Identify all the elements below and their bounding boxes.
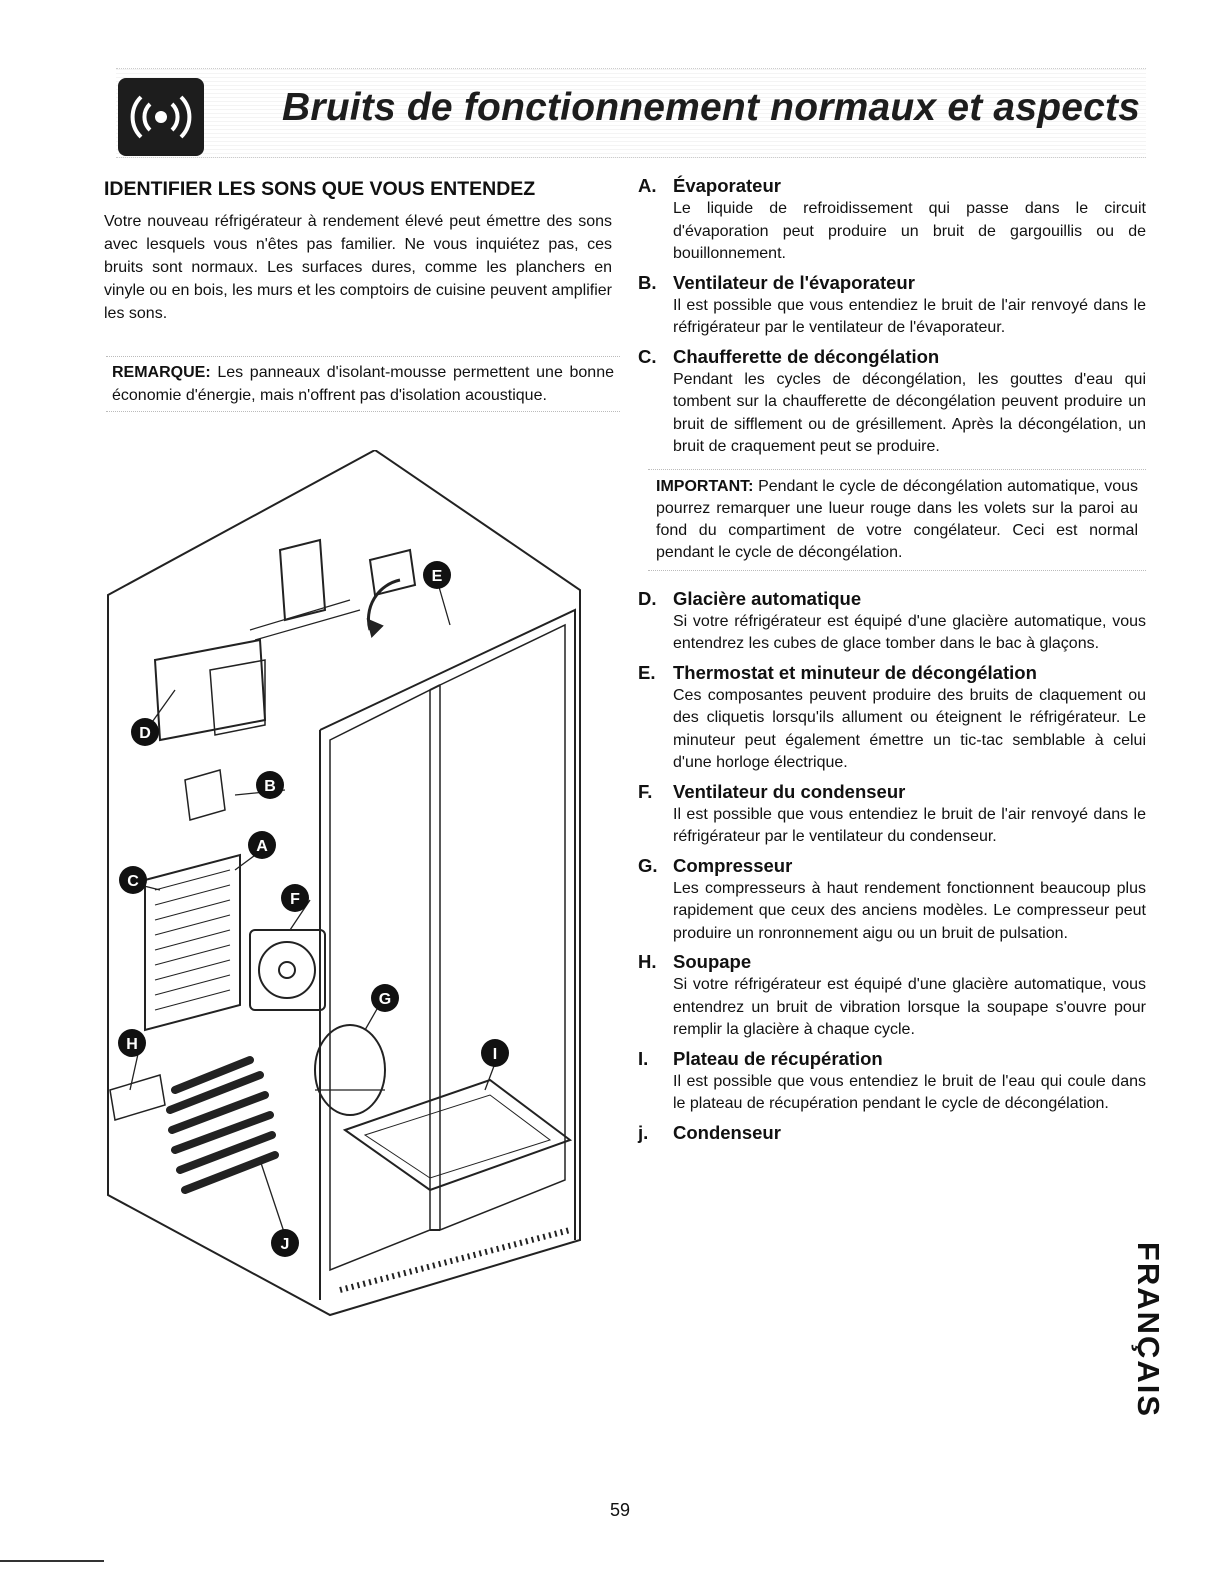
svg-text:E: E [431,568,443,585]
callout-e [423,561,451,589]
item-title: Condenseur [673,1121,781,1143]
list-item [638,345,1146,459]
svg-text:J: J [280,1236,290,1253]
item-title: Compresseur [673,854,793,876]
item-body: Il est possible que vous entendiez le bruit de l'eau qui coule dans le plateau de récupération pendant le cycle de décongélation. [673,1072,1146,1112]
item-letter: H. [638,951,657,972]
sound-waves-icon [118,78,204,156]
note-box [106,356,620,412]
refrigerator-diagram [100,450,610,1330]
item-letter: A. [638,175,657,196]
item-letter: E. [638,661,656,683]
page-title: Bruits de fonctionnement normaux et aspects [282,86,1141,129]
item-letter: G. [638,854,658,876]
item-body: Le liquide de refroidissement qui passe dans le circuit d'évaporation peut produire un bruit de gargouillis ou de bouillonnement. [673,200,1146,262]
list-item [638,1121,1146,1145]
svg-text:D: D [139,725,151,742]
item-body: Pendant les cycles de décongélation, les gouttes d'eau qui tombent sur la chaufferette de décongélation peuvent produire un bruit de sifflement ou de grésillement. Après la décongélation, un bruit de craquement peut se produire. [673,370,1146,455]
list-item [638,854,1146,946]
svg-text:A: A [256,838,268,855]
svg-text:G: G [378,991,392,1008]
callout-c [119,866,147,894]
callout-b [256,771,284,799]
callout-i [481,1039,509,1067]
important-note [648,469,1146,571]
item-body: Il est possible que vous entendiez le bruit de l'air renvoyé dans le réfrigérateur par le ventilateur de l'évaporateur. [673,296,1146,336]
item-title: Chaufferette de décongélation [673,345,940,367]
item-letter: I. [638,1047,649,1069]
item-letter: C. [638,345,657,367]
svg-text:I: I [492,1046,498,1063]
item-body: Si votre réfrigérateur est équipé d'une glacière automatique, vous entendrez les cubes de glace tomber dans le bac à glaçons. [673,612,1146,652]
item-title: Thermostat et minuteur de décongélation [673,661,1037,683]
list-item [638,950,1146,1042]
item-title: Évaporateur [673,175,781,196]
language-tab [1118,1235,1178,1425]
item-body: Les compresseurs à haut rendement fonctionnent beaucoup plus rapidement que ceux des anciens modèles. Le compresseur peut produire un ronronnement aigu ou un bruit de pulsation. [673,879,1146,942]
list-item [638,587,1146,656]
item-title: Glacière automatique [673,587,862,609]
callout-f [281,884,309,912]
svg-text:H: H [126,1036,138,1053]
language-label: FRANÇAIS [1131,1241,1167,1419]
item-letter: D. [638,587,657,609]
item-title: Ventilateur de l'évaporateur [673,271,915,293]
intro-paragraph: Votre nouveau réfrigérateur à rendement élevé peut émettre des sons avec lesquels vous n'êtes pas familier. Ne vous inquiétez pas, ces bruits sont normaux. Les surfaces dures, comme les planchers en vinyle ou en bois, les murs et les comptoirs de cuisine peuvent amplifier les sons. [104,213,612,322]
important-label: IMPORTANT: [656,477,754,495]
item-letter: F. [638,780,653,802]
callout-d [131,718,159,746]
callout-g [371,984,399,1012]
note-text: Les panneaux d'isolant-mousse permettent une bonne économie d'énergie, mais n'offrent pas d'isolation acoustique. [112,364,614,404]
callout-j [271,1229,299,1257]
callout-h [118,1029,146,1057]
list-item [638,1047,1146,1116]
note-label: REMARQUE: [112,364,211,381]
item-letter: j. [638,1121,649,1143]
item-letter: B. [638,271,657,293]
footer-rule [0,1560,104,1562]
page-number: 59 [609,1500,631,1520]
sound-sources-list [638,174,1146,1150]
svg-text:F: F [290,891,300,908]
svg-text:C: C [127,873,139,890]
svg-text:B: B [264,778,276,795]
list-item [638,174,1146,266]
list-item [638,271,1146,340]
callout-a [248,831,276,859]
item-title: Ventilateur du condenseur [673,780,906,802]
list-item [638,780,1146,849]
item-title: Soupape [673,951,752,972]
item-body: Si votre réfrigérateur est équipé d'une glacière automatique, vous entendrez un bruit de vibration lorsque la soupape s'ouvre pour remplir la glacière à chaque cycle. [673,976,1146,1038]
section-heading: IDENTIFIER LES SONS QUE VOUS ENTENDEZ [104,178,536,200]
important-text: Pendant le cycle de décongélation automatique, vous pourrez remarquer une lueur rouge dans les volets sur la paroi au fond du compartiment de votre congélateur. Ceci est normal pendant le cycle de décongélation. [656,477,1138,561]
item-title: Plateau de récupération [673,1047,883,1069]
list-item [638,661,1146,775]
item-body: Ces composantes peuvent produire des bruits de claquement ou des cliquetis lorsqu'ils allument ou éteignent le réfrigérateur. Le minuteur peut également émettre un tic-tac semblable à celui d'une horloge électrique. [673,686,1146,771]
item-body: Il est possible que vous entendiez le bruit de l'air renvoyé dans le réfrigérateur par le ventilateur du condenseur. [673,805,1146,845]
